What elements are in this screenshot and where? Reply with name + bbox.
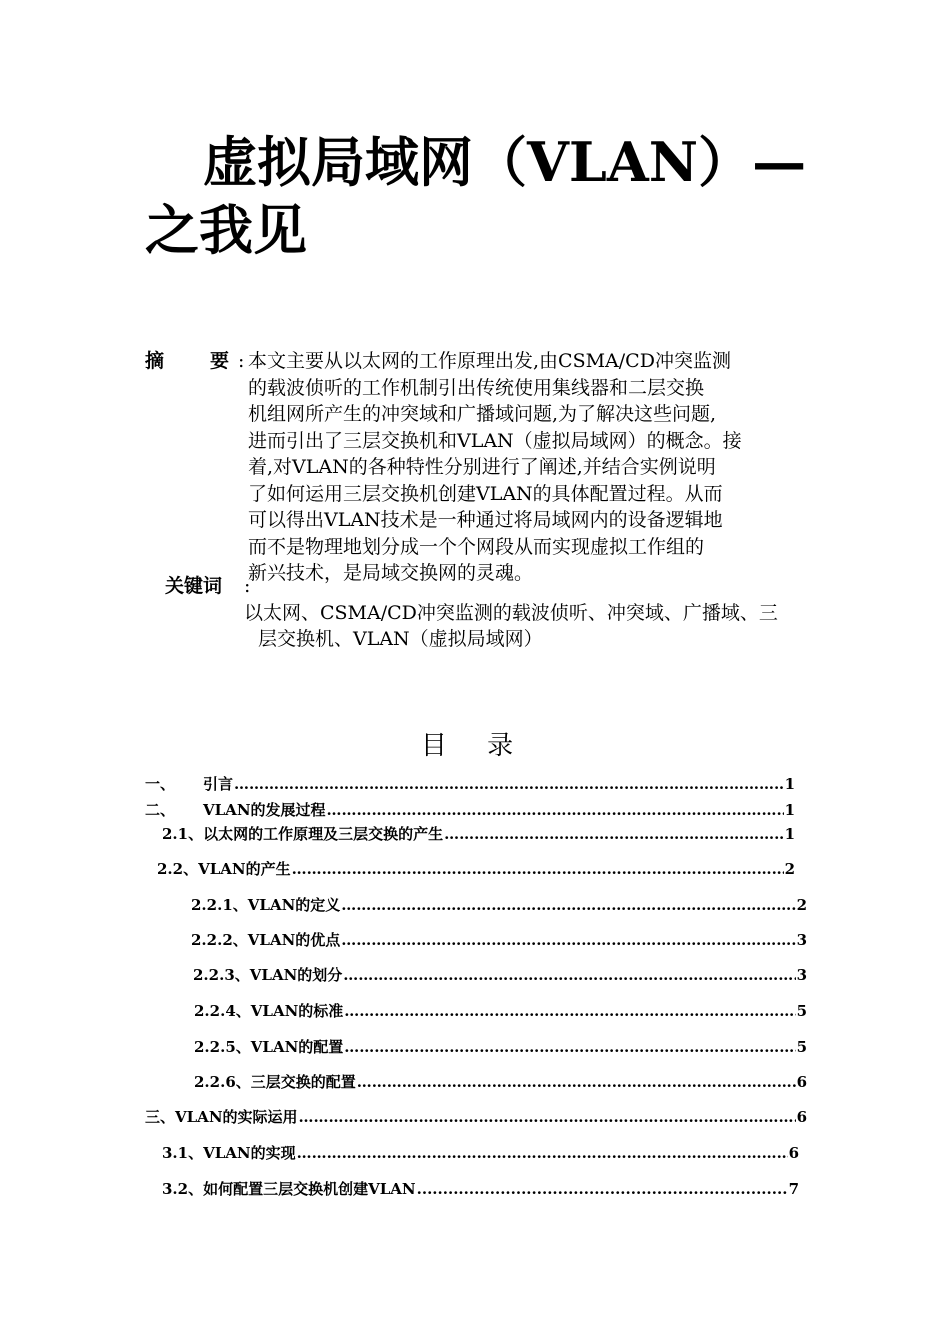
toc-heading: 目 录 (420, 731, 530, 761)
abstract-line: 可以得出VLAN技术是一种通过将局域网内的设备逻辑地 (248, 509, 723, 531)
abstract-line: 本文主要从以太网的工作原理出发,由CSMA/CD冲突监测 (248, 350, 731, 372)
abstract-line: 新兴技术，是局域交换网的灵魂。 (248, 562, 534, 584)
toc-entry-page: 3 (796, 966, 807, 984)
keywords-label-text: 关键词 (165, 575, 223, 597)
toc-entry-label: 2.2.1、VLAN的定义 (191, 896, 341, 914)
abstract-line: 而不是物理地划分成一个个网段从而实现虚拟工作组的 (248, 535, 705, 558)
toc-entry-label: 2.2.3、VLAN的划分 (193, 966, 343, 984)
abstract-label (145, 348, 229, 374)
toc-leader-dots (297, 1143, 788, 1163)
toc-entry-page: 2 (784, 860, 795, 878)
toc-entry[interactable] (194, 1037, 807, 1057)
toc-entry[interactable] (194, 1072, 807, 1092)
toc-entry-page: 1 (784, 825, 795, 843)
toc-entry-label: 3.1、VLAN的实现 (162, 1144, 296, 1162)
keywords-line-text: 以太网、CSMA/CD冲突监测的载波侦听、冲突域、广播域、三 (244, 601, 778, 624)
toc-leader-dots (341, 930, 795, 950)
toc-entry-page: 6 (788, 1144, 799, 1162)
toc-entry[interactable] (145, 1107, 807, 1127)
keywords-colon: : (244, 575, 251, 597)
toc-entry[interactable] (194, 1001, 807, 1021)
abstract-line: 着,对VLAN的各种特性分别进行了阐述,并结合实例说明 (248, 456, 716, 478)
toc-entry-label: 引言 (203, 775, 234, 793)
toc-entry-page: 3 (796, 931, 807, 949)
toc-entry-label: VLAN的发展过程 (203, 801, 326, 819)
keywords-line (244, 573, 819, 626)
abstract-label-char-2: 要 (210, 350, 230, 372)
abstract-line: 的载波侦听的工作机制引出传统使用集线器和二层交换 (248, 376, 705, 399)
keywords-label (165, 573, 222, 599)
toc-leader-dots (344, 1001, 795, 1021)
toc-leader-dots (292, 859, 784, 879)
toc-entry-label: 2.1、以太网的工作原理及三层交换的产生 (162, 825, 444, 843)
toc-entry-page: 7 (788, 1180, 799, 1198)
keywords-text (244, 573, 819, 653)
toc-leader-dots (344, 1037, 795, 1057)
toc-entry[interactable] (162, 824, 795, 844)
abstract-colon: : (238, 350, 245, 372)
abstract-line: 机组网所产生的冲突域和广播域问题,为了解决这些问题, (248, 403, 717, 425)
abstract-text (248, 348, 818, 587)
toc-entry-page: 6 (796, 1073, 807, 1091)
toc-entry[interactable] (157, 859, 795, 879)
toc-entry[interactable] (162, 1179, 799, 1199)
toc-entry[interactable] (145, 774, 795, 794)
toc-entry[interactable] (191, 895, 807, 915)
abstract-line: 了如何运用三层交换机创建VLAN的具体配置过程。从而 (248, 482, 723, 505)
toc-leader-dots (327, 800, 784, 820)
toc-entry[interactable] (162, 1143, 799, 1163)
toc-leader-dots (343, 965, 795, 985)
toc-entry-label: 2.2.2、VLAN的优点 (191, 931, 341, 949)
toc-leader-dots (417, 1179, 788, 1199)
toc-entry-label: 2.2.5、VLAN的配置 (194, 1038, 344, 1056)
toc-leader-dots (299, 1107, 796, 1127)
keywords-line: 层交换机、VLAN（虚拟局域网） (258, 628, 543, 650)
toc-leader-dots (357, 1072, 796, 1092)
toc-leader-dots (234, 774, 784, 794)
toc-entry-page: 2 (796, 896, 807, 914)
toc-entry-number: 一、 (145, 775, 176, 793)
toc-entry-label: 3.2、如何配置三层交换机创建VLAN (162, 1180, 416, 1198)
toc-entry[interactable] (191, 930, 807, 950)
abstract-label-char-1: 摘 (145, 350, 165, 372)
toc-entry[interactable] (193, 965, 807, 985)
document-title: 虚拟局域网（VLAN）—之我见 (145, 130, 807, 262)
toc-entry-label: 2.2.4、VLAN的标准 (194, 1002, 344, 1020)
toc-entry-label: 2.2.6、三层交换的配置 (194, 1073, 356, 1091)
toc-entry-page: 5 (796, 1038, 807, 1056)
abstract-line: 进而引出了三层交换机和VLAN（虚拟局域网）的概念。接 (248, 429, 742, 452)
toc-leader-dots (341, 895, 795, 915)
toc-entry-number: 二、 (145, 801, 176, 819)
toc-entry-label: 2.2、VLAN的产生 (157, 860, 291, 878)
toc-entry-page: 6 (796, 1108, 807, 1126)
toc-entry-label: 三、VLAN的实际运用 (145, 1108, 298, 1126)
toc-entry-page: 5 (796, 1002, 807, 1020)
toc-entry-page: 1 (784, 801, 795, 819)
toc-entry[interactable] (145, 800, 795, 820)
toc-entry-page: 1 (784, 775, 795, 793)
toc-leader-dots (444, 824, 783, 844)
